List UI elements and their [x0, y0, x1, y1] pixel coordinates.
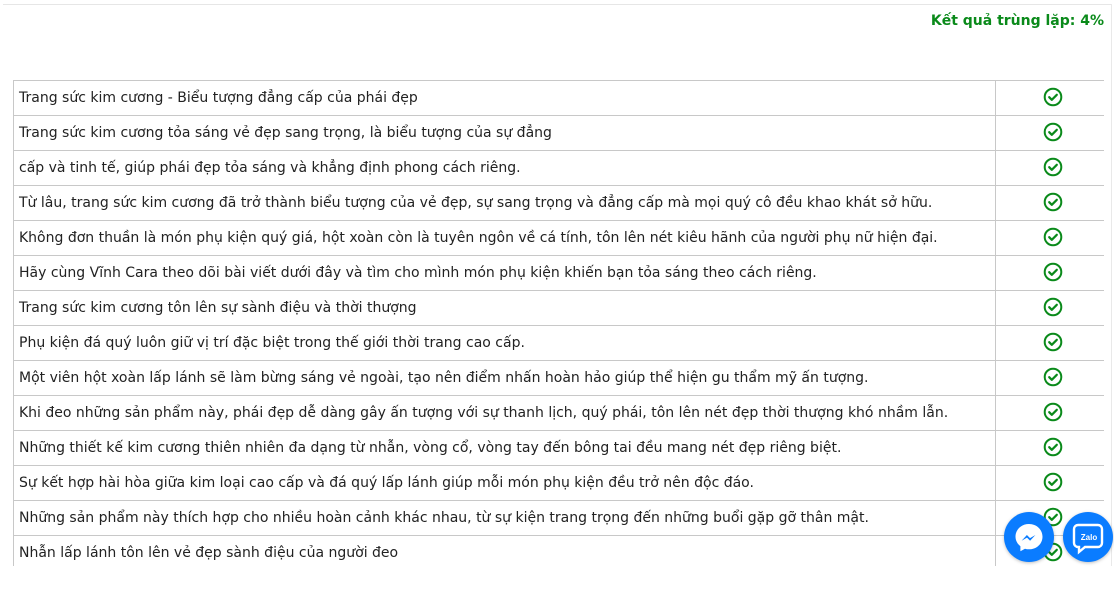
status-cell	[996, 431, 1105, 466]
sentence-cell: Khi đeo những sản phẩm này, phái đẹp dễ dàng gây ấn tượng với sự thanh lịch, quý phái, tôn lên nét đẹp thời thượng khó nhầm lẫn.	[14, 396, 996, 431]
table-row	[14, 361, 1105, 396]
check-circle-icon	[1043, 192, 1063, 212]
sentence-cell: Hãy cùng Vĩnh Cara theo dõi bài viết dưới đây và tìm cho mình món phụ kiện khiến bạn tỏa sáng theo cách riêng.	[14, 256, 996, 291]
table-row	[14, 81, 1105, 116]
table-row	[14, 501, 1105, 536]
table-row	[14, 431, 1105, 466]
sentence-table-body	[14, 81, 1105, 568]
sentence-cell: Phụ kiện đá quý luôn giữ vị trí đặc biệt trong thế giới thời trang cao cấp.	[14, 326, 996, 361]
messenger-chat-button[interactable]	[1004, 512, 1054, 562]
status-cell	[996, 361, 1105, 396]
status-cell	[996, 256, 1105, 291]
sentence-cell: Trang sức kim cương tôn lên sự sành điệu và thời thượng	[14, 291, 996, 326]
check-circle-icon	[1043, 227, 1063, 247]
sentence-cell: Những sản phẩm này thích hợp cho nhiều hoàn cảnh khác nhau, từ sự kiện trang trọng đến những buổi gặp gỡ thân mật.	[14, 501, 996, 536]
sentence-cell: Trang sức kim cương tỏa sáng vẻ đẹp sang trọng, là biểu tượng của sự đẳng	[14, 116, 996, 151]
sentence-table	[13, 80, 1104, 567]
status-cell	[996, 151, 1105, 186]
table-row	[14, 256, 1105, 291]
bottom-mask	[0, 566, 1114, 600]
table-row	[14, 151, 1105, 186]
table-row	[14, 326, 1105, 361]
status-cell	[996, 186, 1105, 221]
table-row	[14, 466, 1105, 501]
check-circle-icon	[1043, 332, 1063, 352]
sentence-table-container	[13, 80, 1104, 567]
status-cell	[996, 116, 1105, 151]
table-row	[14, 291, 1105, 326]
top-divider	[3, 4, 1111, 5]
table-row	[14, 221, 1105, 256]
status-cell	[996, 466, 1105, 501]
table-row	[14, 536, 1105, 568]
zalo-icon	[1063, 512, 1113, 562]
table-row	[14, 116, 1105, 151]
status-cell	[996, 326, 1105, 361]
sentence-cell: Nhẫn lấp lánh tôn lên vẻ đẹp sành điệu của người đeo	[14, 536, 996, 568]
sentence-cell: Sự kết hợp hài hòa giữa kim loại cao cấp và đá quý lấp lánh giúp mỗi món phụ kiện đều trở nên độc đáo.	[14, 466, 996, 501]
check-circle-icon	[1043, 157, 1063, 177]
check-circle-icon	[1043, 297, 1063, 317]
check-circle-icon	[1043, 367, 1063, 387]
duplicate-result: Kết quả trùng lặp: 4%	[930, 13, 1104, 29]
right-divider	[1111, 4, 1112, 566]
sentence-cell: Trang sức kim cương - Biểu tượng đẳng cấp của phái đẹp	[14, 81, 996, 116]
zalo-label: Zalo	[1080, 533, 1098, 542]
sentence-cell: cấp và tinh tế, giúp phái đẹp tỏa sáng và khẳng định phong cách riêng.	[14, 151, 996, 186]
zalo-chat-button[interactable]	[1063, 512, 1113, 562]
sentence-cell: Một viên hột xoàn lấp lánh sẽ làm bừng sáng vẻ ngoài, tạo nên điểm nhấn hoàn hảo giúp thể hiện gu thẩm mỹ ấn tượng.	[14, 361, 996, 396]
check-circle-icon	[1043, 402, 1063, 422]
messenger-icon	[1004, 512, 1054, 562]
status-cell	[996, 221, 1105, 256]
table-row	[14, 186, 1105, 221]
check-circle-icon	[1043, 472, 1063, 492]
table-row	[14, 396, 1105, 431]
sentence-cell: Những thiết kế kim cương thiên nhiên đa dạng từ nhẫn, vòng cổ, vòng tay đến bông tai đều mang nét đẹp riêng biệt.	[14, 431, 996, 466]
check-circle-icon	[1043, 87, 1063, 107]
status-cell	[996, 291, 1105, 326]
check-circle-icon	[1043, 122, 1063, 142]
sentence-cell: Không đơn thuần là món phụ kiện quý giá, hột xoàn còn là tuyên ngôn về cá tính, tôn lên nét kiêu hãnh của người phụ nữ hiện đại.	[14, 221, 996, 256]
check-circle-icon	[1043, 437, 1063, 457]
status-cell	[996, 396, 1105, 431]
status-cell	[996, 81, 1105, 116]
check-circle-icon	[1043, 262, 1063, 282]
sentence-cell: Từ lâu, trang sức kim cương đã trở thành biểu tượng của vẻ đẹp, sự sang trọng và đẳng cấp mà mọi quý cô đều khao khát sở hữu.	[14, 186, 996, 221]
